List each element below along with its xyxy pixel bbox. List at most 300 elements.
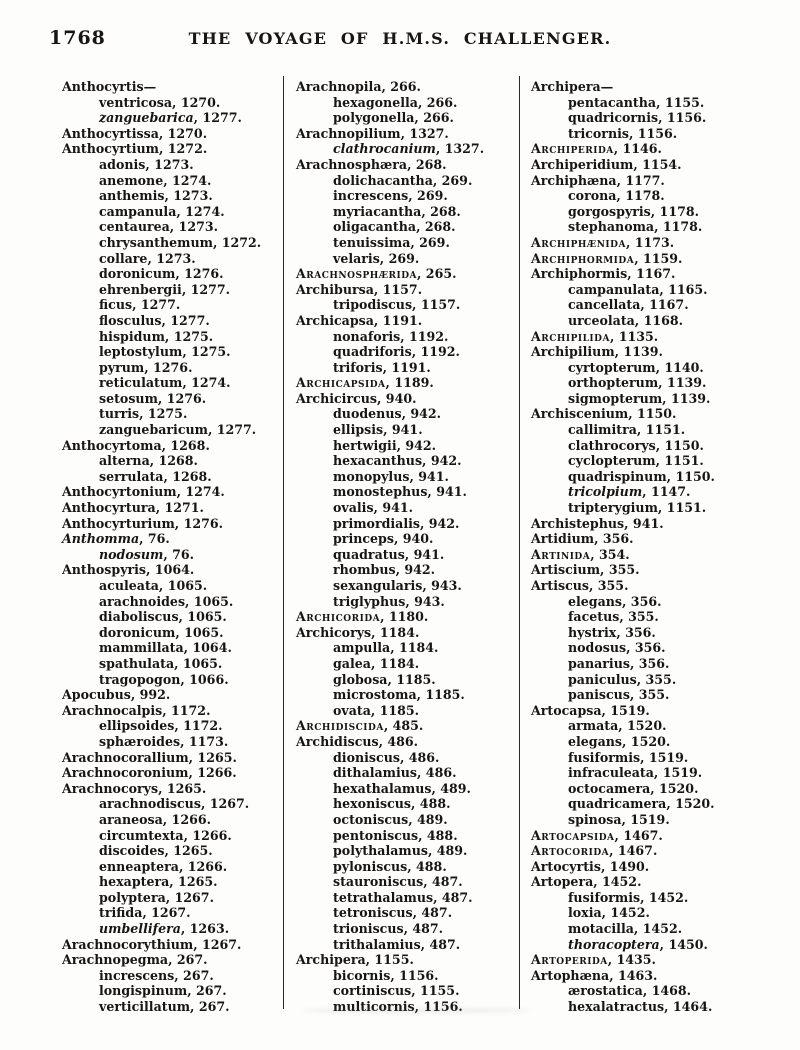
index-entry [531, 672, 781, 688]
index-entry [296, 672, 524, 688]
taxon-name: leptostylum [99, 344, 183, 360]
index-entry [531, 656, 781, 672]
page-ref: , 486. [378, 733, 419, 749]
taxon-name: octocamera [568, 780, 651, 796]
page-ref: , 355. [629, 687, 670, 703]
index-entry [296, 360, 524, 376]
index-entry [296, 828, 524, 844]
page-ref: , 1519. [653, 765, 703, 781]
page-ref: , 940. [393, 531, 434, 547]
taxon-name: hexathalamus [333, 780, 432, 796]
page-ref: , 1151. [655, 453, 704, 469]
page-ref: , 266. [381, 79, 421, 94]
taxon-name: fusiformis [568, 889, 641, 905]
taxon-name: hexacanthus [333, 453, 423, 469]
page-ref: , 1468. [642, 983, 692, 999]
index-entry [62, 500, 288, 516]
taxon-name: Archiperidium [531, 156, 634, 172]
index-entry [62, 999, 288, 1015]
index-entry [62, 625, 288, 641]
page-ref: , 489. [408, 811, 448, 827]
taxon-name: ehrenbergii [99, 281, 182, 297]
taxon-name: gorgospyris [568, 203, 651, 219]
index-entry [62, 141, 288, 157]
index-entry [531, 843, 781, 859]
taxon-name: sexangularis [333, 578, 423, 593]
taxon-name: infraculeata [568, 765, 654, 781]
page-ref: , 486. [399, 749, 440, 765]
index-entry [531, 344, 781, 360]
page-ref: , 356. [616, 624, 656, 640]
index-entry [296, 126, 524, 142]
index-entry [62, 750, 288, 766]
index-entry [62, 188, 288, 204]
index-entry [531, 391, 781, 407]
page-ref: , 1064. [146, 562, 195, 578]
index-entry [296, 251, 524, 267]
taxon-name: chrysanthemum [99, 234, 213, 250]
index-entry [531, 484, 781, 500]
page-ref: , 1276. [174, 515, 224, 531]
taxon-name: triforis [333, 359, 383, 375]
taxon-name: Anthocyrtoma [62, 437, 162, 453]
page-ref: , 1192. [411, 344, 460, 360]
taxon-name: anthemis [99, 188, 165, 204]
page-ref: , 1157. [412, 297, 461, 313]
index-entry [296, 453, 524, 469]
taxon-name: Archidiscida [296, 718, 384, 734]
index-entry [62, 79, 288, 95]
page-ref: , 1159. [634, 250, 683, 266]
index-entry [296, 173, 524, 189]
taxon-name: ellipsoides [99, 718, 175, 734]
page-ref: , 1178. [650, 203, 699, 219]
page-ref: , 1275. [182, 344, 231, 360]
page-ref: , 1151. [636, 422, 686, 438]
taxon-name: increscens [333, 188, 409, 204]
index-column-3 [531, 79, 781, 1015]
taxon-name: elegans [568, 593, 623, 609]
page-ref: , 1266. [188, 765, 237, 781]
taxon-name: polyptera [99, 889, 166, 905]
page-ref: , 1273. [169, 219, 218, 235]
index-entry [62, 360, 288, 376]
index-entry [531, 594, 781, 610]
index-entry [62, 297, 288, 313]
index-entry [296, 297, 524, 313]
page-ref: , 265. [417, 266, 457, 282]
taxon-name: adonis [99, 156, 146, 172]
taxon-name: tenuissima [333, 234, 411, 250]
page-ref: , 1173. [625, 234, 675, 250]
taxon-name: clathrocorys [568, 437, 656, 453]
page-ref: , 1185. [370, 702, 420, 718]
taxon-name: Archicorida [296, 609, 381, 625]
page-ref: , 489. [431, 780, 471, 796]
index-entry [296, 391, 524, 407]
page-ref: , 355. [619, 609, 659, 625]
taxon-name: armata [568, 718, 619, 734]
taxon-name: ampulla [333, 640, 391, 656]
page-ref: , 1452. [593, 874, 642, 890]
taxon-name: duodenus [333, 406, 402, 422]
page-ref: , 941. [624, 515, 664, 531]
page-ref: , 943. [422, 578, 462, 593]
page-ref: , 354. [590, 546, 630, 562]
page-ref: , 487. [412, 905, 453, 921]
taxon-name: Arachnopilium [296, 125, 401, 141]
page-ref: , 1178. [616, 188, 665, 204]
page-ref: , 1520. [650, 780, 699, 796]
taxon-name: velaris [333, 250, 380, 266]
index-entry [531, 983, 781, 999]
taxon-name: Archicorys [296, 624, 372, 640]
page-ref: , 356. [629, 655, 670, 671]
taxon-name: Artophæna [531, 967, 610, 983]
page-ref: , 942. [395, 562, 436, 578]
index-entry [296, 438, 524, 454]
index-entry [296, 625, 524, 641]
taxon-name: callimitra [568, 422, 637, 438]
index-entry [531, 110, 781, 126]
index-entry [62, 219, 288, 235]
index-entry [531, 204, 781, 220]
taxon-name: hispidum [99, 328, 165, 344]
index-entry [62, 422, 288, 438]
page-ref: , 1277. [193, 110, 242, 126]
index-entry [296, 578, 524, 594]
taxon-name: dioniscus [333, 749, 400, 765]
taxon-name: triglyphus [333, 593, 406, 609]
taxon-name: Arachnopegma [62, 952, 169, 968]
taxon-name: loxia [568, 905, 602, 921]
index-entry [296, 594, 524, 610]
page-ref: , 1154. [633, 156, 682, 172]
index-entry [296, 765, 524, 781]
index-entry [531, 703, 781, 719]
index-entry [531, 422, 781, 438]
taxon-name: Archipera [531, 79, 601, 94]
index-column-1 [62, 79, 288, 1015]
taxon-name: pyloniscus [333, 858, 408, 874]
page-ref: , 1277. [181, 281, 231, 297]
taxon-name: anemone [99, 172, 164, 188]
page-ref: , 1156. [414, 999, 463, 1015]
page-ref: , 941. [427, 484, 467, 500]
continuation-dash: — [600, 79, 614, 94]
taxon-name: Anthocyrturium [62, 515, 175, 531]
taxon-name: octoniscus [333, 811, 409, 827]
index-entry [531, 750, 781, 766]
page-ref: , 1177. [616, 172, 665, 188]
scan-smudge [303, 1008, 531, 1013]
page-ref: , 942. [396, 437, 437, 453]
taxon-name: paniculus [568, 671, 637, 687]
page-ref: , 1155. [365, 952, 414, 968]
index-entry [62, 375, 288, 391]
index-entry [531, 453, 781, 469]
taxon-name: cortiniscus [333, 983, 412, 999]
taxon-name: Arachnocorys [62, 780, 159, 796]
taxon-name: Anthospyris [62, 562, 147, 578]
page-ref: , 488. [418, 827, 458, 843]
taxon-name: Arachnosphæra [296, 156, 408, 172]
page-ref: , 1265. [188, 749, 237, 765]
page-ref: , 1139. [662, 390, 711, 406]
taxon-name: Artinida [531, 546, 591, 562]
page-ref: , 1271. [155, 500, 204, 516]
index-entry [62, 391, 288, 407]
taxon-name: tricolpium [568, 484, 643, 500]
taxon-name: Artocapsa [531, 702, 602, 718]
index-entry [296, 687, 524, 703]
page-ref: , 267. [174, 967, 214, 983]
index-entry [296, 968, 524, 984]
page-ref: , 1327. [435, 141, 485, 157]
index-entry [62, 531, 288, 547]
page-ref: , 992. [130, 687, 171, 703]
page-ref: , 940. [377, 390, 417, 406]
taxon-name: polygonella [333, 110, 415, 126]
page-ref: , 1267. [142, 905, 191, 921]
page-ref: , 1463. [609, 967, 658, 983]
page-ref: , 1274. [176, 203, 225, 219]
page-ref: , 942. [422, 453, 462, 469]
taxon-name: serrulata [99, 468, 164, 484]
taxon-name: cyclopterum [568, 453, 656, 469]
index-entry [531, 999, 781, 1015]
index-entry [62, 905, 288, 921]
taxon-name: spinosa [568, 811, 622, 827]
continuation-dash: — [143, 79, 157, 94]
page-ref: , 1273. [164, 188, 213, 204]
page-ref: , 1270. [158, 125, 208, 141]
index-entry [62, 672, 288, 688]
index-entry [296, 905, 524, 921]
page-ref: , 1277. [161, 312, 210, 328]
index-entry [531, 251, 781, 267]
page-ref: , 941. [409, 468, 449, 484]
index-entry [531, 625, 781, 641]
page-ref: , 76. [139, 531, 170, 547]
taxon-name: reticulatum [99, 375, 183, 391]
taxon-name: centaurea [99, 219, 170, 235]
page-ref: , 487. [403, 921, 444, 937]
taxon-name: cancellata [568, 297, 641, 313]
page-ref: , 1267. [200, 796, 250, 812]
taxon-name: microstoma [333, 687, 417, 703]
index-entry [62, 204, 288, 220]
index-entry [531, 313, 781, 329]
index-entry [296, 79, 524, 95]
taxon-name: Arachnocorythium [62, 936, 194, 952]
page-ref: , 941. [373, 500, 413, 516]
index-entry [296, 562, 524, 578]
page-ref: , 1273. [147, 250, 196, 266]
index-entry [531, 547, 781, 563]
index-entry [296, 375, 524, 391]
index-entry [296, 204, 524, 220]
taxon-name: primordialis [333, 515, 420, 531]
taxon-name: stephanoma [568, 219, 655, 235]
taxon-name: alterna [99, 453, 150, 469]
page-ref: , 1467. [609, 843, 658, 859]
page-ref: , 1520. [622, 733, 671, 749]
index-entry [531, 640, 781, 656]
index-entry [296, 500, 524, 516]
page-ref: , 1191. [382, 359, 431, 375]
index-entry [62, 874, 288, 890]
taxon-name: Archidiscus [296, 733, 379, 749]
taxon-name: enneaptera [99, 858, 179, 874]
page-ref: , 1266. [178, 858, 228, 874]
page-ref: , 1275. [139, 406, 188, 422]
index-entry [296, 609, 524, 625]
page-ref: , 942. [401, 406, 442, 422]
page-ref: , 1150. [628, 406, 677, 422]
page-ref: , 1065. [174, 655, 223, 671]
index-entry [531, 375, 781, 391]
index-entry [62, 516, 288, 532]
page-ref: , 1265. [164, 843, 213, 859]
taxon-name: hertwigii [333, 437, 397, 453]
taxon-name: quadratus [333, 546, 405, 562]
index-entry [62, 859, 288, 875]
taxon-name: arachnodiscus [99, 796, 201, 812]
taxon-name: monopylus [333, 468, 410, 484]
index-entry [296, 859, 524, 875]
taxon-name: fusiformis [568, 749, 641, 765]
index-entry [531, 531, 781, 547]
page-ref: , 1467. [614, 827, 663, 843]
index-entry [296, 235, 524, 251]
index-entry [531, 968, 781, 984]
index-entry [62, 843, 288, 859]
page-ref: , 1266. [183, 827, 232, 843]
index-entry [296, 796, 524, 812]
taxon-name: Archicircus [296, 390, 378, 406]
index-entry [296, 843, 524, 859]
page-ref: , 1267. [193, 936, 242, 952]
page-ref: , 1151. [657, 500, 707, 516]
taxon-name: aculeata [99, 578, 159, 593]
taxon-name: hexagonella [333, 94, 418, 110]
taxon-name: dithalamius [333, 765, 418, 781]
page-ref: , 1265. [169, 874, 218, 890]
page-ref: , 1265. [158, 780, 207, 796]
index-entry [531, 874, 781, 890]
index-entry [531, 952, 781, 968]
index-entry [296, 656, 524, 672]
index-entry [62, 609, 288, 625]
taxon-name: tripterygium [568, 500, 658, 516]
index-entry [296, 547, 524, 563]
index-entry [531, 266, 781, 282]
taxon-name: campanulata [568, 281, 660, 297]
page-ref: , 1275. [164, 328, 214, 344]
index-entry [62, 640, 288, 656]
page-ref: , 1165. [659, 281, 708, 297]
index-entry [62, 952, 288, 968]
index-entry [62, 438, 288, 454]
taxon-name: corona [568, 188, 617, 204]
taxon-name: Anthocyrtura [62, 500, 156, 516]
page-ref: , 1327. [400, 125, 449, 141]
page-ref: , 1184. [371, 624, 420, 640]
taxon-name: thoracoptera [568, 936, 660, 952]
taxon-name: collare [99, 250, 148, 266]
index-entry [62, 173, 288, 189]
page-ref: , 76. [163, 546, 195, 562]
page-ref: , 488. [411, 796, 451, 812]
index-entry [296, 812, 524, 828]
taxon-name: setosum [99, 390, 158, 406]
index-entry [62, 95, 288, 111]
index-entry [531, 921, 781, 937]
index-entry [62, 235, 288, 251]
taxon-name: Apocubus [62, 687, 131, 703]
page-ref: , 1266. [162, 811, 211, 827]
page-ref: , 1519. [601, 702, 650, 718]
page-ref: , 1268. [161, 437, 210, 453]
page-ref: , 1157. [373, 281, 423, 297]
taxon-name: tragopogon [99, 671, 181, 687]
page-ref: , 1185. [416, 687, 465, 703]
taxon-name: campanula [99, 203, 177, 219]
page-ref: , 355. [636, 671, 677, 687]
page-ref: , 1267. [165, 889, 214, 905]
page-ref: , 1277. [207, 422, 257, 438]
page-ref: , 1135. [609, 328, 659, 344]
page-ref: , 1156. [658, 110, 707, 126]
index-entry [62, 656, 288, 672]
index-entry [531, 578, 781, 594]
page-ref: , 1139. [614, 344, 663, 360]
index-entry [296, 531, 524, 547]
index-entry [62, 890, 288, 906]
taxon-name: Artiscium [531, 562, 601, 578]
index-entry [62, 313, 288, 329]
index-entry [62, 469, 288, 485]
page-ref: , 487. [433, 889, 473, 905]
taxon-name: nonaforis [333, 328, 401, 344]
taxon-name: bicornis [333, 967, 391, 983]
taxon-name: trioniscus [333, 921, 404, 937]
taxon-name: multicornis [333, 999, 415, 1015]
page-ref: , 269. [410, 234, 450, 250]
index-entry [62, 251, 288, 267]
taxon-name: ellipsis [333, 422, 384, 438]
index-entry [62, 547, 288, 563]
taxon-name: urceolata [568, 312, 635, 328]
index-entry [62, 344, 288, 360]
index-entry [62, 484, 288, 500]
index-entry [296, 313, 524, 329]
page-ref: , 267. [168, 952, 208, 968]
page-ref: , 487. [420, 936, 461, 952]
page-ref: , 1263. [180, 921, 230, 937]
taxon-name: elegans [568, 733, 623, 749]
index-entry [531, 905, 781, 921]
taxon-name: facetus [568, 609, 620, 625]
index-entry [296, 781, 524, 797]
index-entry [531, 219, 781, 235]
taxon-name: nodosus [568, 640, 627, 656]
taxon-name: mammillata [99, 640, 184, 656]
taxon-name: paniscus [568, 687, 630, 703]
index-entry [62, 937, 288, 953]
index-entry [62, 983, 288, 999]
